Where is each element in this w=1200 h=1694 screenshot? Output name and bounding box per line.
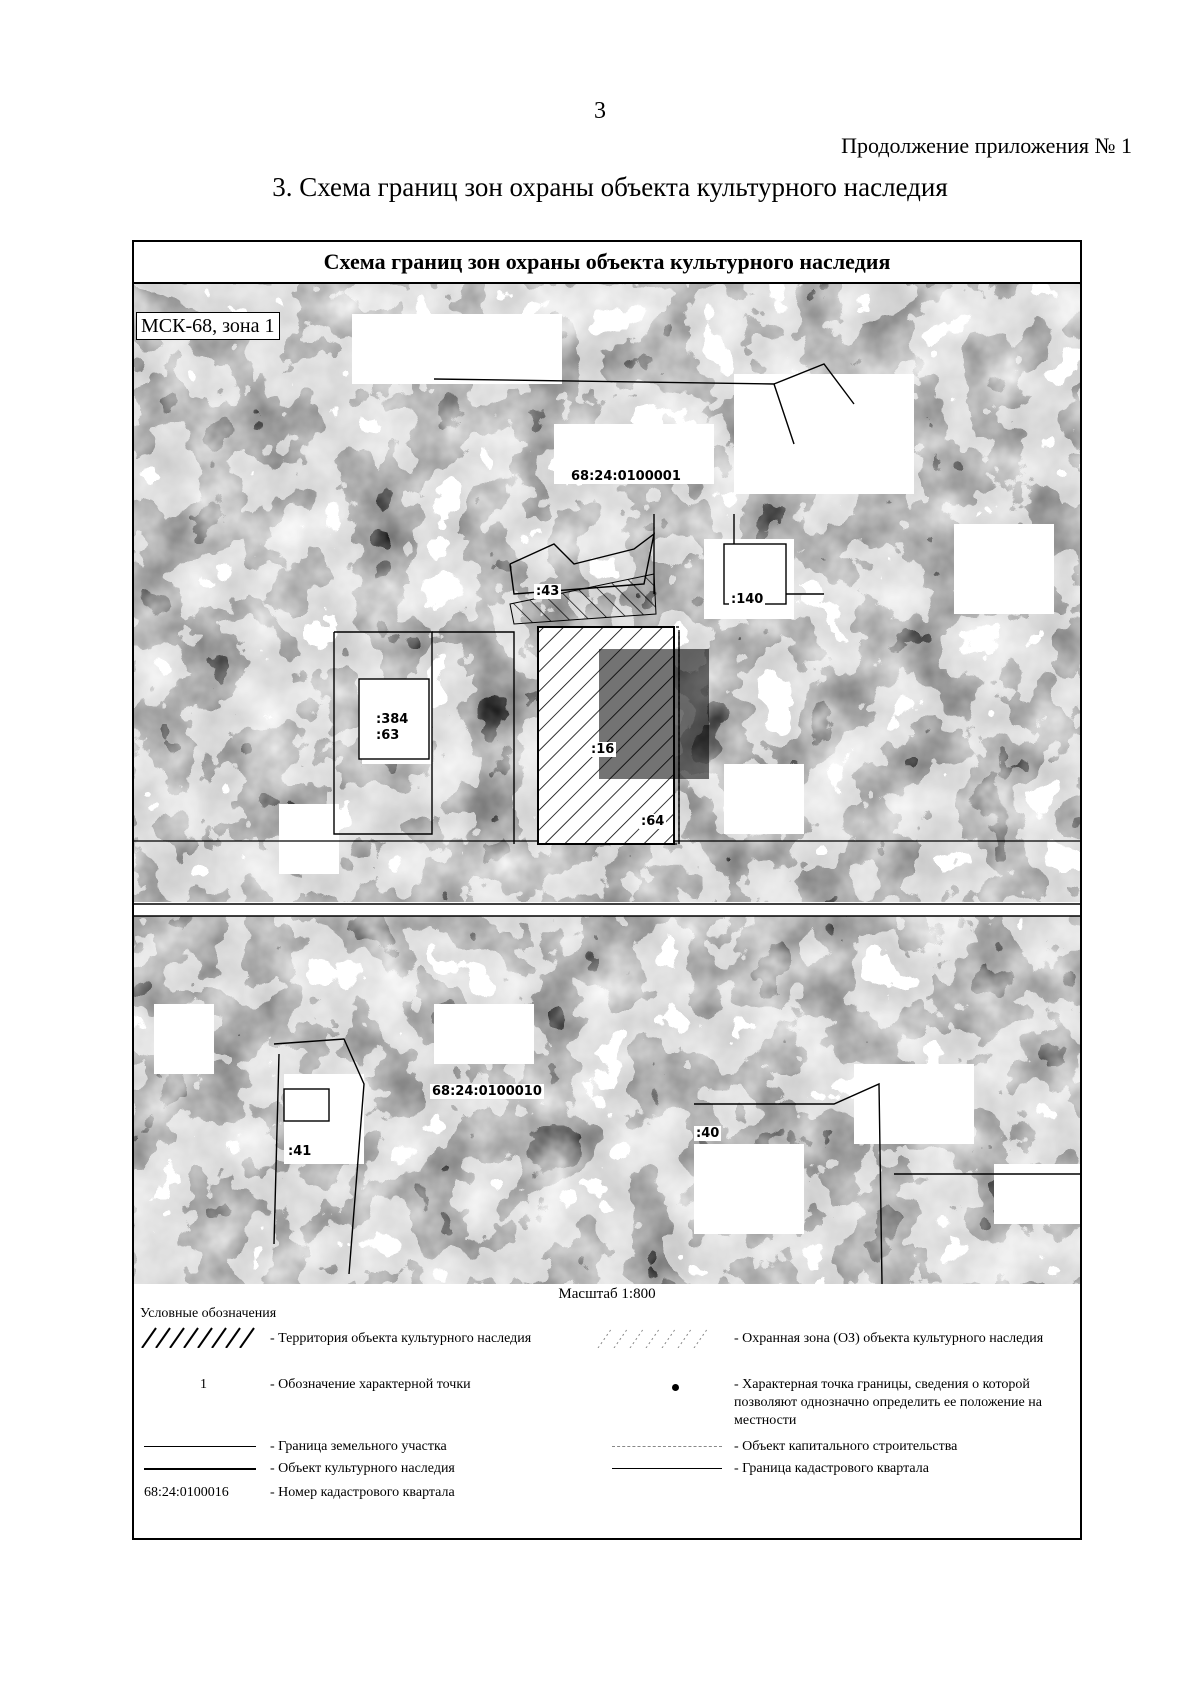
legend-heading: Условные обозначения: [140, 1306, 277, 1321]
parcel-label-140: :140: [731, 592, 764, 607]
parcel-label-40: :40: [696, 1126, 720, 1141]
legend-point-label: - Обозначение характерной точки: [270, 1377, 471, 1392]
legend-char-point: - Характерная точка границы, сведения о которой позволяют однозначно определить ее положение на местности: [734, 1377, 1042, 1428]
legend-hatch-swatch: [138, 1326, 260, 1348]
parcel-label-43: :43: [536, 584, 560, 599]
legend-quarter-number: - Номер кадастрового квартала: [270, 1485, 455, 1500]
legend-heritage-line: [144, 1468, 256, 1470]
legend-heritage-object: - Объект культурного наследия: [270, 1461, 455, 1476]
legend-dot-icon: [672, 1384, 679, 1391]
parcel-label-64: :64: [641, 814, 665, 829]
map-title: Схема границ зон охраны объекта культурного наследия: [134, 242, 1080, 284]
legend-capital-object: - Объект капитального строительства: [734, 1439, 958, 1454]
aerial-photo: [134, 284, 1080, 1284]
crs-label: МСК-68, зона 1: [136, 312, 280, 340]
legend-capital-line: [612, 1446, 722, 1447]
parcel-label-16: :16: [591, 742, 615, 757]
legend-point-number: 1: [200, 1377, 207, 1392]
quarter-label-top: 68:24:0100001: [571, 469, 681, 484]
quarter-label-bottom: 68:24:0100010: [432, 1084, 542, 1099]
document-title: 3. Схема границ зон охраны объекта культурного наследия: [272, 172, 948, 202]
aerial-map[interactable]: [134, 284, 1080, 1284]
map-scale: Масштаб 1:800: [558, 1286, 656, 1302]
parcel-label-41: :41: [288, 1144, 312, 1159]
parcel-label-384: :384: [376, 712, 409, 727]
parcel-label-63: :63: [376, 728, 400, 743]
appendix-note: Продолжение приложения № 1: [841, 133, 1132, 158]
legend: [134, 1306, 1080, 1538]
legend-quarter-boundary: - Граница кадастрового квартала: [734, 1461, 929, 1476]
map-frame: [132, 240, 1082, 1540]
page-number: 3: [594, 98, 606, 124]
legend-protection-zone: - Охранная зона (ОЗ) объекта культурного наследия: [734, 1331, 1044, 1346]
legend-land-boundary: - Граница земельного участка: [270, 1439, 447, 1454]
legend-land-line: [144, 1446, 256, 1447]
legend-zone-swatch: [594, 1326, 714, 1348]
legend-quarter-line: [612, 1468, 722, 1469]
legend-territory: - Территория объекта культурного наследия: [270, 1331, 532, 1346]
legend-quarter-sample: 68:24:0100016: [144, 1485, 229, 1500]
